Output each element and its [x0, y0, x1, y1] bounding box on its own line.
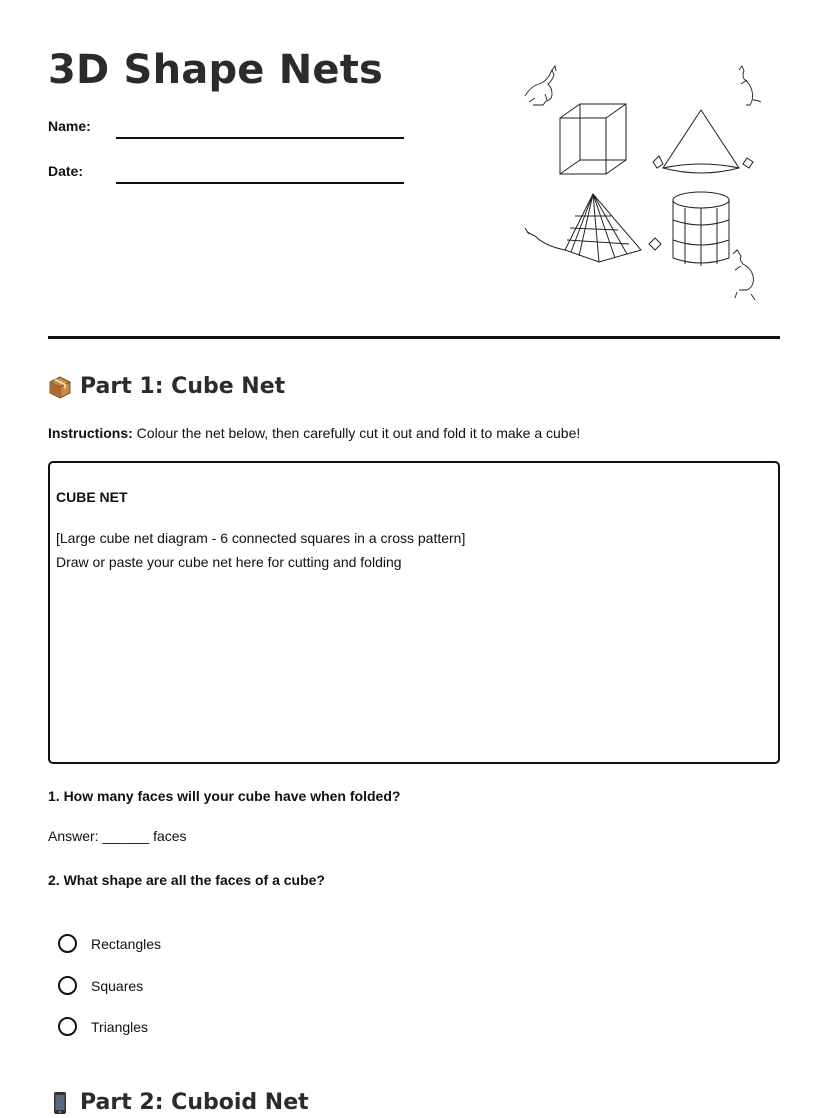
cube-net-title: CUBE NET: [56, 489, 128, 505]
instructions-text: Colour the net below, then carefully cut it out and fold it to make a cube!: [132, 425, 581, 441]
instructions: [48, 425, 580, 441]
option-squares[interactable]: [58, 976, 143, 995]
radio-button[interactable]: [58, 976, 77, 995]
question-2: 2. What shape are all the faces of a cube?: [48, 872, 325, 888]
cone-illustration: [653, 110, 753, 173]
option-label: Rectangles: [91, 935, 162, 952]
part1-title-text: Part 1: Cube Net: [80, 374, 286, 399]
option-label: Triangles: [91, 1018, 149, 1035]
header-divider: [48, 336, 780, 339]
answer-1[interactable]: Answer: ______ faces: [48, 828, 187, 844]
part2-title: [48, 1090, 309, 1115]
cube-illustration: [560, 104, 626, 174]
page-title: 3D Shape Nets: [48, 47, 384, 93]
shapes-illustration: [515, 58, 770, 308]
cube-net-instructions: Draw or paste your cube net here for cutting and folding: [56, 554, 402, 570]
kangaroo-illustration: [739, 66, 761, 105]
cube-net-placeholder: [Large cube net diagram - 6 connected squares in a cross pattern]: [56, 530, 466, 546]
name-label: Name:: [48, 118, 91, 134]
part1-title: [48, 374, 285, 399]
mobile-phone-icon: [48, 1091, 72, 1115]
name-line: [116, 137, 404, 139]
question-1: 1. How many faces will your cube have when folded?: [48, 788, 401, 804]
date-label: Date:: [48, 163, 84, 179]
kangaroo-illustration: [525, 66, 556, 105]
option-rectangles[interactable]: [58, 934, 161, 953]
radio-button[interactable]: [58, 1017, 77, 1036]
part2-title-text: Part 2: Cuboid Net: [80, 1090, 309, 1115]
package-icon: [48, 375, 72, 399]
pyramid-illustration: [525, 194, 641, 262]
option-label: Squares: [91, 977, 144, 994]
date-line: [116, 182, 404, 184]
radio-button[interactable]: [58, 934, 77, 953]
instructions-label: Instructions:: [48, 425, 133, 441]
kangaroo-illustration: [733, 250, 755, 300]
cube-net-box: [48, 461, 780, 764]
option-triangles[interactable]: [58, 1017, 148, 1036]
cylinder-illustration: [649, 192, 729, 266]
